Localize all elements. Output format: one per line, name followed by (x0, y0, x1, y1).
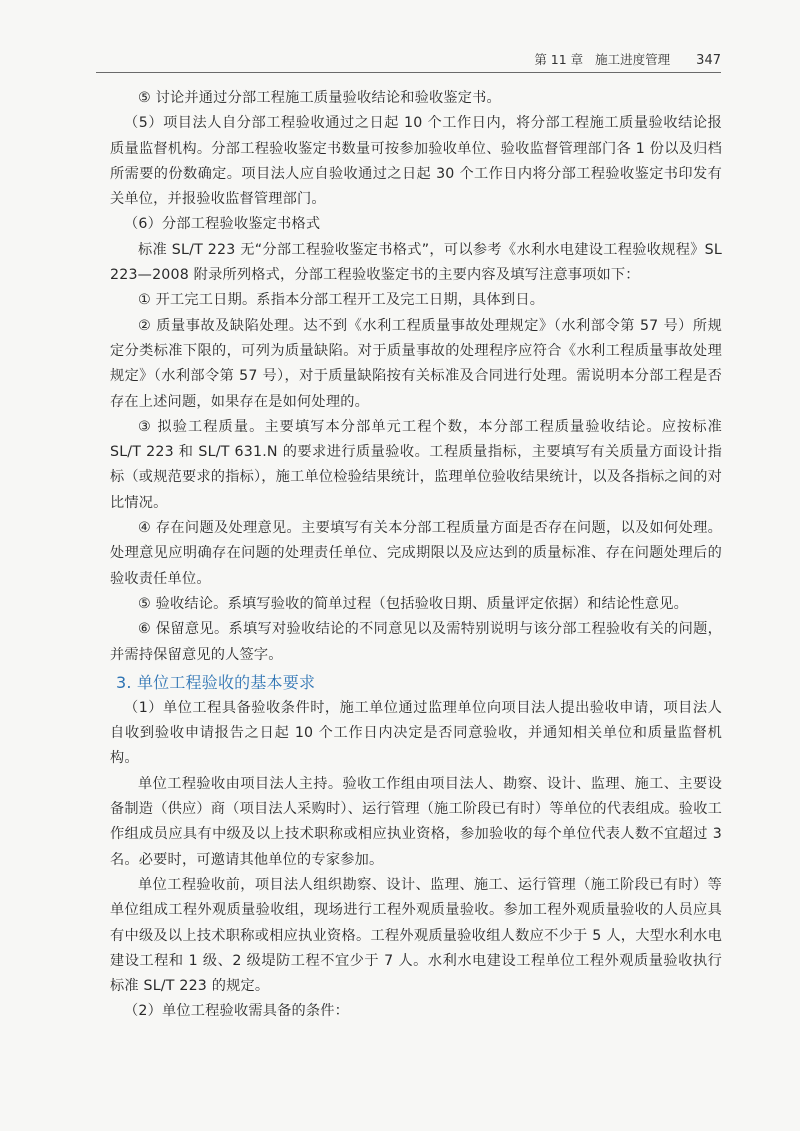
paragraph: （5）项目法人自分部工程验收通过之日起 10 个工作日内，将分部工程施工质量验收结论报质量监督机构。分部工程验收鉴定书数量可按参加验收单位、验收监督管理部门各 1 份以及归档所需要的份数确定。项目法人应自验收通过之日起 30 个工作日内将分部工程验收鉴定书印发有关单位，并报验收监督管理部门。 (110, 115, 722, 208)
paragraph: ⑤ 验收结论。系填写验收的简单过程（包括验收日期、质量评定依据）和结论性意见。 (138, 595, 688, 612)
body-text (110, 86, 722, 1025)
paragraph: ③ 拟验工程质量。主要填写本分部单元工程个数，本分部工程质量验收结论。应按标准 SL/T 223 和 SL/T 631.N 的要求进行质量验收。工程质量指标，主要填写有关质量方面设计指标（或规范要求的指标），施工单位检验结果统计，监理单位验收结果统计，以及各指标之间的对比情况。 (110, 418, 722, 511)
running-head (534, 50, 721, 68)
paragraph: （1）单位工程具备验收条件时，施工单位通过监理单位向项目法人提出验收申请，项目法人自收到验收申请报告之日起 10 个工作日内决定是否同意验收，并通知相关单位和质量监督机构。 (110, 699, 722, 767)
paragraph: ⑥ 保留意见。系填写对验收结论的不同意见以及需特别说明与该分部工程验收有关的问题，并需持保留意见的人签字。 (110, 621, 722, 663)
chapter-title: 施工进度管理 (595, 52, 671, 67)
chapter-number: 第 11 章 (534, 52, 584, 67)
paragraph: 单位工程验收由项目法人主持。验收工作组由项目法人、勘察、设计、监理、施工、主要设备制造（供应）商（项目法人采购时）、运行管理（施工阶段已有时）等单位的代表组成。验收工作组成员应具有中级及以上技术职称或相应执业资格，参加验收的每个单位代表人数不宜超过 3 名。必要时，可邀请其他单位的专家参加。 (110, 775, 722, 868)
paragraph: ① 开工完工日期。系指本分部工程开工及完工日期，具体到日。 (138, 292, 545, 309)
paragraph: （2）单位工程验收需具备的条件： (124, 1003, 350, 1020)
page-header (96, 50, 721, 73)
paragraph: 单位工程验收前，项目法人组织勘察、设计、监理、施工、运行管理（施工阶段已有时）等单位组成工程外观质量验收组，现场进行工程外观质量验收。参加工程外观质量验收的人员应具有中级及以上技术职称或相应执业资格。工程外观质量验收组人数应不少于 5 人，大型水利水电建设工程和 1 级、2 级堤防工程不宜少于 7 人。水利水电建设工程单位工程外观质量验收执行标准 SL/T 223 的规定。 (110, 876, 722, 995)
page-number: 347 (696, 53, 721, 68)
paragraph: （6）分部工程验收鉴定书格式 (124, 216, 321, 233)
paragraph: ④ 存在问题及处理意见。主要填写有关本分部工程质量方面是否存在问题，以及如何处理。处理意见应明确存在问题的处理责任单位、完成期限以及应达到的质量标准、存在问题处理后的验收责任单位。 (110, 520, 722, 587)
section-heading: 3. 单位工程验收的基本要求 (116, 672, 316, 692)
paragraph: 标准 SL/T 223 无“分部工程验收鉴定书格式”，可以参考《水利水电建设工程验收规程》SL 223—2008 附录所列格式，分部工程验收鉴定书的主要内容及填写注意事项如下： (110, 241, 722, 284)
paragraph: ② 质量事故及缺陷处理。达不到《水利工程质量事故处理规定》（水利部令第 57 号）所规定分类标准下限的，可列为质量缺陷。对于质量事故的处理程序应符合《水利工程质量事故处理规定》（水利部令第 57 号），对于质量缺陷按有关标准及合同进行处理。需说明本分部工程是否存在上述问题，如果存在是如何处理的。 (110, 317, 722, 410)
paragraph: ⑤ 讨论并通过分部工程施工质量验收结论和验收鉴定书。 (138, 90, 501, 106)
